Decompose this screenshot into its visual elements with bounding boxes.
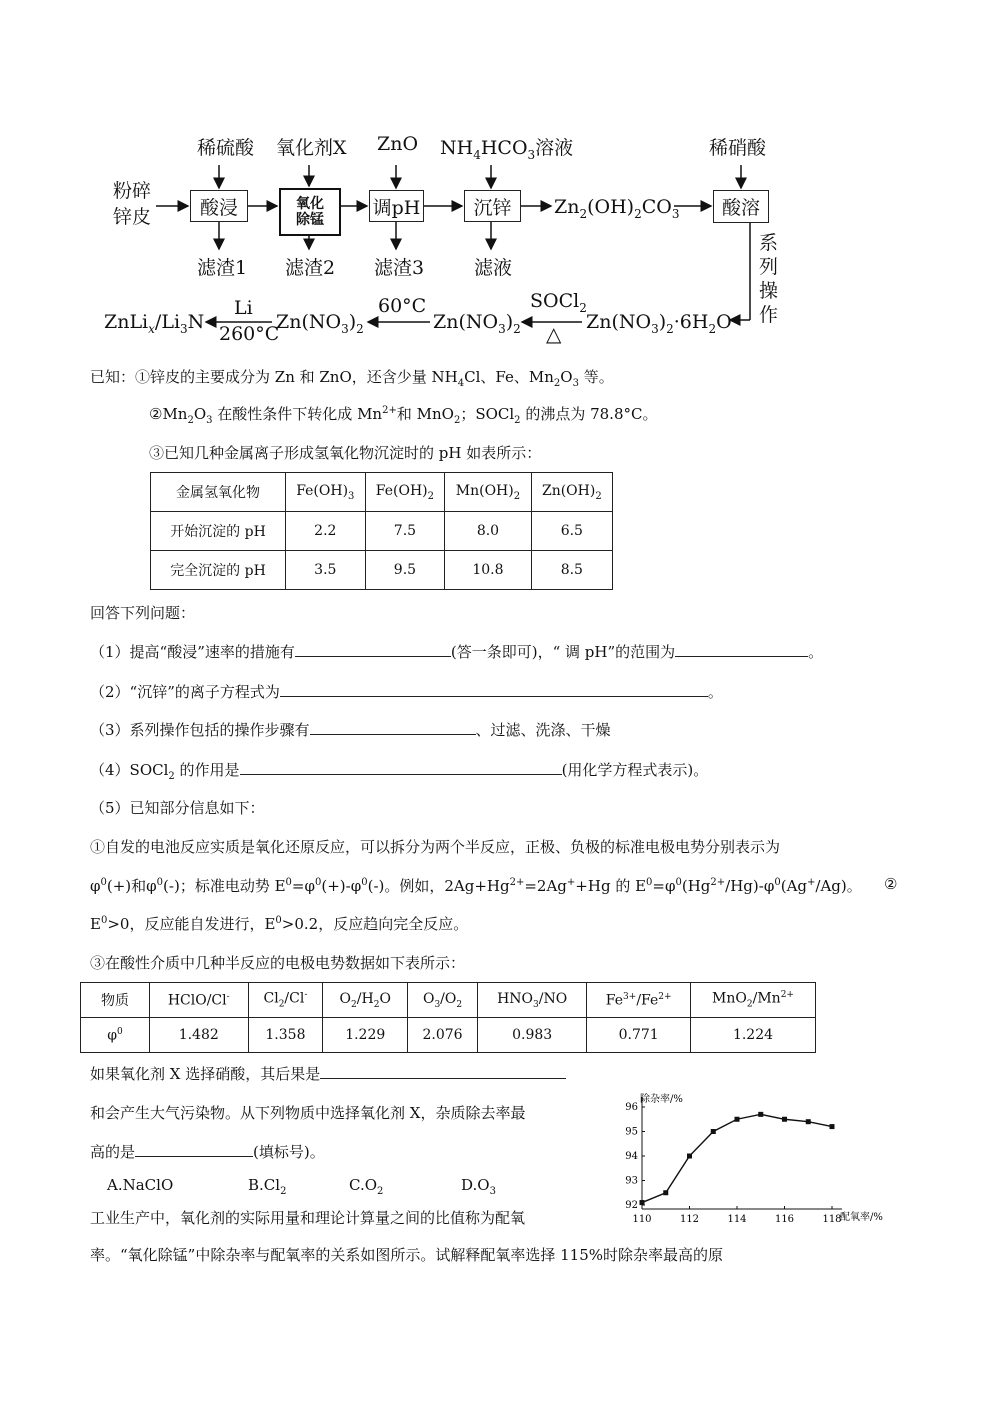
chart-data-point [830, 1124, 835, 1129]
question-3 [90, 719, 611, 740]
reagent-socl2: SOCl$_2$ [530, 290, 587, 315]
chart-y-tick-label: 92 [625, 1200, 638, 1211]
chart-data-point [758, 1112, 763, 1117]
table-cell: $Mn(OH)_2$ [445, 473, 531, 512]
chart-data-point [640, 1200, 645, 1205]
table-cell: $MnO_2/Mn^{2+}$ [691, 983, 816, 1018]
known-info-3: ③已知几种金属离子形成氢氧化物沉淀时的 pH 如表所示： [149, 444, 542, 462]
condition-260c: 260°C [219, 323, 280, 345]
question-1-part-a: （1）提高“酸浸”速率的措施有 [90, 643, 295, 661]
answer-blank[interactable] [320, 1064, 566, 1079]
known-info-2: $②Mn_2O_3$ 在酸性条件下转化成 $Mn^{2+}$和 MnO$_2$；SOCl$_2$ 的沸点为 78.8°C。 [149, 405, 658, 426]
table-cell: $Zn(OH)_2$ [531, 473, 612, 512]
chart-y-tick-label: 96 [625, 1102, 638, 1113]
table-cell: 完全沉淀的 pH [151, 551, 286, 590]
table-cell: 2.076 [408, 1018, 478, 1053]
follow-text-3b: (填标号)。 [253, 1143, 325, 1161]
option-c: $C.O_2$ [349, 1176, 384, 1197]
question-3-part-a: （3）系列操作包括的操作步骤有 [90, 721, 310, 739]
answer-blank[interactable] [675, 642, 808, 657]
answer-blank[interactable] [310, 720, 476, 735]
question-5-info-4: ③在酸性介质中几种半反应的电极电势数据如下表所示： [90, 954, 466, 972]
question-1-part-c: 。 [808, 643, 824, 661]
table-cell: 0.983 [477, 1018, 586, 1053]
box-oxid-line1: 氧化 [296, 196, 324, 212]
question-2-part-a: （2）“沉锌”的离子方程式为 [90, 683, 280, 701]
answer-blank[interactable] [135, 1142, 253, 1157]
question-1-part-b: (答一条即可)，“ 调 pH”的范围为 [450, 643, 676, 661]
reagent-oxidant-x: 氧化剂X [276, 137, 347, 159]
question-4-part-b: (用化学方程式表示)。 [561, 761, 709, 779]
follow-text-1a: 如果氧化剂 X 选择硝酸，其后果是 [90, 1065, 321, 1083]
heat-symbol: △ [546, 322, 562, 346]
reagent-dilute-nitric-acid: 稀硝酸 [709, 137, 767, 159]
table-cell: 9.5 [365, 551, 445, 590]
chart-y-tick-label: 94 [625, 1151, 638, 1162]
reagent-zno: ZnO [377, 133, 419, 155]
reagent-li: Li [234, 297, 253, 319]
series-ops-char-3: 操 [759, 280, 779, 302]
table-cell: 1.358 [248, 1018, 323, 1053]
flowchart-arrows [0, 0, 992, 345]
series-ops-char-2: 列 [759, 256, 779, 278]
chart-y-tick-label: 93 [625, 1175, 638, 1187]
follow-text-1 [90, 1063, 566, 1084]
table-cell: $O_2/H_2O$ [323, 983, 408, 1018]
table-cell: $O_3/O_2$ [408, 983, 478, 1018]
questions-intro: 回答下列问题： [90, 604, 196, 622]
filtrate: 滤液 [474, 257, 513, 279]
option-b: $B.Cl_2$ [248, 1176, 287, 1197]
table-cell: 6.5 [531, 512, 612, 551]
question-2-part-b: 。 [707, 683, 723, 701]
question-4: （4）SOCl$_2$ 的作用是 (用化学方程式表示)。 [90, 761, 709, 782]
option-a: A.NaClO [107, 1176, 174, 1194]
question-5-info-2b: ② [884, 875, 898, 893]
ph-precipitation-table [150, 472, 613, 590]
table-cell: 0.771 [587, 1018, 691, 1053]
table-cell: $Fe^{3+}/Fe^{2+}$ [587, 983, 691, 1018]
removal-rate-chart [600, 1090, 910, 1235]
residue-1: 滤渣1 [197, 257, 248, 279]
final-product: $ZnLi_x/Li_3N$ [104, 311, 205, 336]
start-label-line1: 粉碎 [113, 180, 152, 202]
table-cell: 2.2 [286, 512, 366, 551]
box-adjust-ph: 调pH [369, 190, 424, 222]
table-cell: 物质 [81, 983, 150, 1018]
reagent-dilute-sulfuric-acid: 稀硫酸 [197, 137, 255, 159]
chart-x-tick-label: 110 [632, 1214, 652, 1225]
table-cell: 8.5 [531, 551, 612, 590]
box-precipitate-zinc: 沉锌 [464, 190, 521, 222]
table-cell: 1.482 [150, 1018, 249, 1053]
question-5-info-1: ①自发的电池反应实质是氧化还原反应，可以拆分为两个半反应，正极、负极的标准电极电势分别表示为 [90, 838, 781, 856]
question-3-part-b: 、过滤、洗涤、干燥 [475, 721, 611, 739]
table-cell: $Fe(OH)_2$ [365, 473, 445, 512]
table-row [151, 473, 613, 512]
known-info-1: 已知：①锌皮的主要成分为 Zn 和 ZnO，还含少量 $NH_4Cl$、Fe、$Mn_2O_3$ 等。 [90, 368, 614, 389]
question-5-info-2: $\varphi^0(+)$和$\varphi^0(-)$；标准电动势 $E^0=\varphi^0(+)-\varphi^0(-)$。例如，$2Ag+Hg^{2+}=2Ag^++Hg$ 的 $E^0=\varphi^0(Hg^{2+}/Hg)-\varphi^0(Ag^+/Ag)$。 [90, 877, 862, 895]
box-acid-leach: 酸浸 [190, 190, 248, 222]
table-cell: 8.0 [445, 512, 531, 551]
reagent-nh4hco3-solution: $NH_4HCO_3$溶液 [440, 137, 574, 162]
chart-x-tick-label: 112 [679, 1214, 700, 1225]
chart-x-axis-label: 配氧率/% [840, 1212, 883, 1223]
start-label-line2: 锌皮 [113, 206, 152, 228]
chart-y-axis-label: 除杂率/% [640, 1094, 683, 1105]
answer-blank[interactable] [240, 760, 562, 775]
table-cell: 10.8 [445, 551, 531, 590]
box-acid-dissolve: 酸溶 [713, 190, 769, 223]
follow-text-4: 工业生产中，氧化剂的实际用量和理论计算量之间的比值称为配氧 [90, 1209, 526, 1227]
zn-basic-carbonate: $Zn_2(OH)_2CO_3$ [554, 196, 680, 221]
chart-data-point [735, 1117, 740, 1122]
table-row [81, 1018, 816, 1053]
chart-y-tick-label: 95 [625, 1126, 638, 1138]
question-1 [90, 641, 823, 662]
table-cell: 1.224 [691, 1018, 816, 1053]
option-d: $D.O_3$ [461, 1176, 496, 1197]
table-cell: $\varphi^0$ [81, 1018, 150, 1053]
chart-data-point [663, 1190, 668, 1195]
molten-zinc-nitrate: $Zn(NO_3)_2$ [276, 311, 364, 336]
table-cell: $Cl_2/Cl^-$ [248, 983, 323, 1018]
chart-x-tick-label: 118 [822, 1214, 842, 1225]
follow-text-5: 率。“氧化除锰”中除杂率与配氧率的关系如图所示。试解释配氧率选择 115%时除杂率最高的原 [90, 1246, 723, 1264]
box-oxid-line2: 除锰 [296, 212, 324, 228]
table-cell: 3.5 [286, 551, 366, 590]
follow-text-3 [90, 1141, 325, 1162]
table-cell: 金属氢氧化物 [151, 473, 286, 512]
box-oxidation-mn-removal [279, 188, 341, 236]
table-cell: HClO/Cl- [150, 983, 249, 1018]
series-ops-char-1: 系 [759, 232, 779, 254]
series-ops-char-4: 作 [759, 304, 779, 326]
condition-60c: 60°C [378, 295, 427, 317]
chart-data-point [782, 1117, 787, 1122]
answer-blank[interactable] [280, 682, 708, 697]
table-cell: $HNO_3/NO$ [477, 983, 586, 1018]
chart-data-point [687, 1154, 692, 1159]
electrode-potential-table [80, 982, 816, 1053]
follow-text-2: 和会产生大气污染物。从下列物质中选择氧化剂 X，杂质除去率最 [90, 1104, 526, 1122]
anhydrous-zinc-nitrate: $Zn(NO_3)_2$ [433, 311, 521, 336]
table-row [81, 983, 816, 1018]
chart-x-tick-label: 116 [774, 1214, 795, 1225]
question-5: （5）已知部分信息如下： [90, 799, 265, 817]
question-5-info-3: $E^0>0$，反应能自发进行，$E^0>0.2$，反应趋向完全反应。 [90, 915, 469, 933]
residue-2: 滤渣2 [285, 257, 336, 279]
answer-blank[interactable] [295, 642, 451, 657]
chart-x-tick-label: 114 [727, 1214, 747, 1225]
follow-text-3a: 高的是 [90, 1143, 136, 1161]
chart-data-point [711, 1129, 716, 1134]
table-cell: 开始沉淀的 pH [151, 512, 286, 551]
table-row [151, 512, 613, 551]
table-cell: $Fe(OH)_3$ [286, 473, 366, 512]
table-row [151, 551, 613, 590]
table-cell: 1.229 [323, 1018, 408, 1053]
table-cell: 7.5 [365, 512, 445, 551]
chart-series-line [642, 1114, 832, 1202]
question-2 [90, 681, 723, 702]
zinc-nitrate-hexahydrate: $Zn(NO_3)_2\cdot 6H_2O$ [586, 311, 732, 336]
chart-data-point [806, 1119, 811, 1124]
residue-3: 滤渣3 [374, 257, 425, 279]
